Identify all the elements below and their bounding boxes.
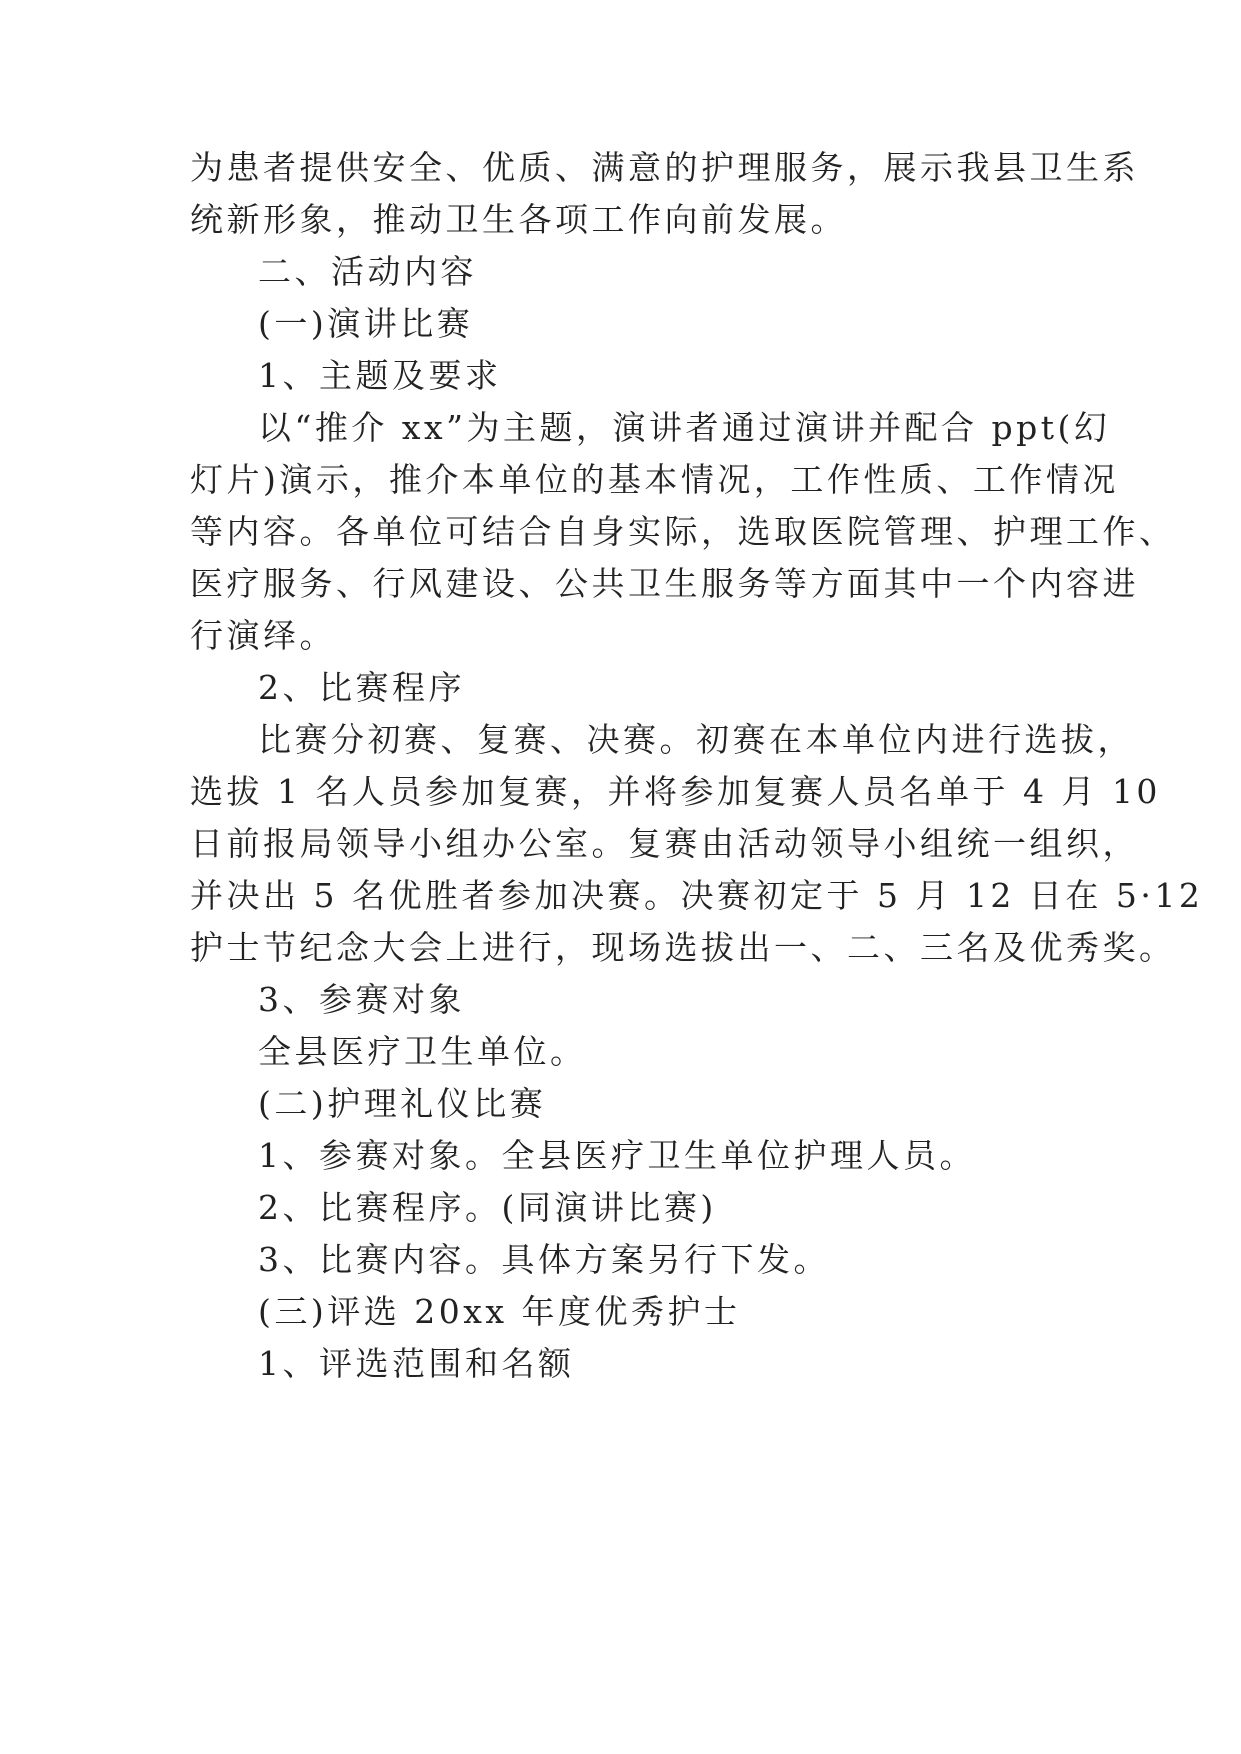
paragraph-line: 护士节纪念大会上进行，现场选拔出一、二、三名及优秀奖。 bbox=[190, 928, 1176, 967]
item-heading: 3、参赛对象 bbox=[258, 980, 465, 1019]
subsection-heading: (一)演讲比赛 bbox=[258, 304, 474, 343]
paragraph-line: 行演绎。 bbox=[190, 616, 336, 655]
paragraph-line: 以“推介 xx”为主题，演讲者通过演讲并配合 ppt(幻 bbox=[258, 408, 1111, 447]
item-heading: 2、比赛程序 bbox=[258, 668, 465, 707]
paragraph-line: 选拔 1 名人员参加复赛，并将参加复赛人员名单于 4 月 10 bbox=[190, 772, 1161, 811]
item-line: 3、比赛内容。具体方案另行下发。 bbox=[258, 1240, 830, 1279]
subsection-heading: (二)护理礼仪比赛 bbox=[258, 1084, 547, 1123]
item-line: 2、比赛程序。(同演讲比赛) bbox=[258, 1188, 717, 1227]
paragraph-line: 医疗服务、行风建设、公共卫生服务等方面其中一个内容进 bbox=[190, 564, 1139, 603]
paragraph-line: 灯片)演示，推介本单位的基本情况，工作性质、工作情况 bbox=[190, 460, 1119, 499]
item-heading: 1、评选范围和名额 bbox=[258, 1344, 575, 1383]
paragraph-line: 并决出 5 名优胜者参加决赛。决赛初定于 5 月 12 日在 5·12 bbox=[190, 876, 1204, 915]
paragraph-line: 等内容。各单位可结合自身实际，选取医院管理、护理工作、 bbox=[190, 512, 1176, 551]
item-line: 1、参赛对象。全县医疗卫生单位护理人员。 bbox=[258, 1136, 976, 1175]
item-heading: 1、主题及要求 bbox=[258, 356, 502, 395]
paragraph-line: 统新形象，推动卫生各项工作向前发展。 bbox=[190, 200, 847, 239]
paragraph-line: 比赛分初赛、复赛、决赛。初赛在本单位内进行选拔， bbox=[258, 720, 1134, 759]
subsection-heading: (三)评选 20xx 年度优秀护士 bbox=[258, 1292, 741, 1331]
paragraph-line: 为患者提供安全、优质、满意的护理服务，展示我县卫生系 bbox=[190, 148, 1139, 187]
paragraph-line: 日前报局领导小组办公室。复赛由活动领导小组统一组织， bbox=[190, 824, 1139, 863]
paragraph-line: 全县医疗卫生单位。 bbox=[258, 1032, 587, 1071]
section-heading: 二、活动内容 bbox=[258, 252, 477, 291]
